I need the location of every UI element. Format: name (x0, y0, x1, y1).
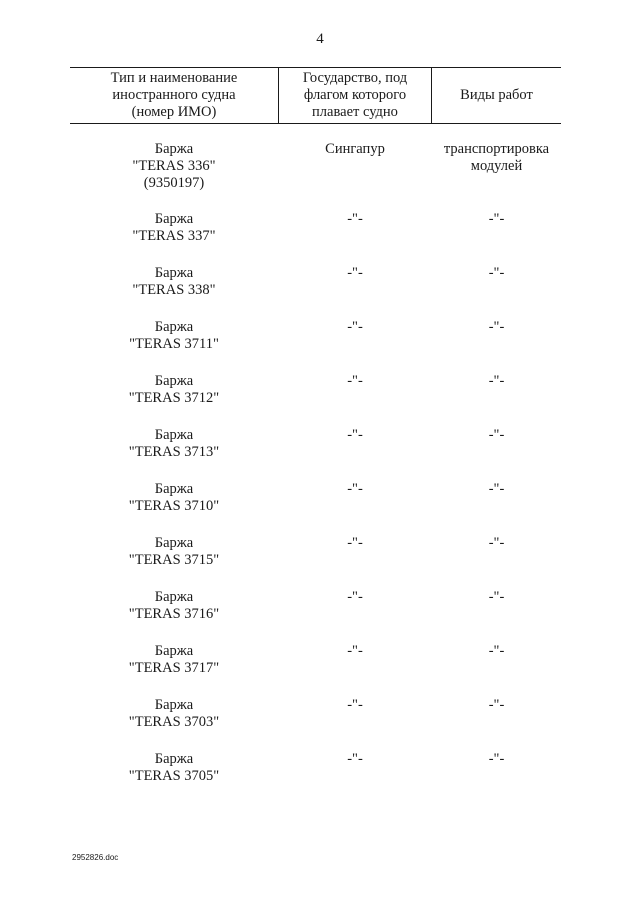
table-row (70, 751, 561, 805)
table-row (70, 265, 561, 319)
table-row (70, 589, 561, 643)
vessel-cell: Баржа "TERAS 3705" (128, 751, 220, 784)
work-cell: -"- (488, 589, 505, 605)
work-cell: -"- (488, 373, 505, 389)
flag-cell: -"- (347, 481, 363, 497)
table-row (70, 373, 561, 427)
vessel-cell: Баржа "TERAS 3712" (128, 373, 220, 406)
work-cell: -"- (488, 319, 505, 335)
table-body (70, 141, 561, 805)
flag-cell: -"- (347, 373, 363, 389)
flag-cell: -"- (347, 697, 363, 713)
vessel-cell: Баржа "TERAS 336" (9350197) (132, 141, 216, 191)
flag-cell: -"- (347, 427, 363, 443)
work-cell: -"- (488, 535, 505, 551)
vessel-cell: Баржа "TERAS 3703" (128, 697, 220, 730)
flag-cell: -"- (347, 265, 363, 281)
header-vessel-type-name-label: Тип и наименование иностранного судна (номер ИМО) (110, 70, 238, 120)
footer-file-name: 2952826.doc (72, 853, 119, 862)
vessel-cell: Баржа "TERAS 3716" (128, 589, 220, 622)
flag-cell: -"- (347, 535, 363, 551)
flag-cell: -"- (347, 643, 363, 659)
flag-cell: Сингапур (325, 141, 385, 157)
flag-cell: -"- (347, 319, 363, 335)
table-row (70, 141, 561, 211)
table-row (70, 535, 561, 589)
table-row (70, 427, 561, 481)
vessel-cell: Баржа "TERAS 3713" (128, 427, 220, 460)
table-row (70, 481, 561, 535)
work-cell: -"- (488, 481, 505, 497)
work-cell: -"- (488, 697, 505, 713)
vessel-cell: Баржа "TERAS 337" (132, 211, 216, 244)
table-row (70, 643, 561, 697)
work-cell: -"- (488, 427, 505, 443)
header-work-type-label: Виды работ (460, 87, 533, 103)
header-work-type (432, 68, 561, 123)
flag-cell: -"- (347, 751, 363, 767)
table-row (70, 211, 561, 265)
flag-cell: -"- (347, 589, 363, 605)
flag-cell: -"- (347, 211, 363, 227)
vessel-cell: Баржа "TERAS 3710" (128, 481, 220, 514)
table-row (70, 697, 561, 751)
work-cell: -"- (488, 211, 505, 227)
page-number: 4 (316, 31, 324, 47)
header-vessel-type-name (70, 68, 278, 123)
vessel-cell: Баржа "TERAS 3715" (128, 535, 220, 568)
vessel-cell: Баржа "TERAS 3717" (128, 643, 220, 676)
table-header (70, 67, 561, 124)
vessel-cell: Баржа "TERAS 338" (132, 265, 216, 298)
work-cell: -"- (488, 751, 505, 767)
vessel-cell: Баржа "TERAS 3711" (129, 319, 219, 352)
header-flag-state-label: Государство, под флагом которого плавает судно (302, 70, 408, 120)
work-cell: -"- (488, 265, 505, 281)
header-flag-state (278, 68, 432, 123)
work-cell: транспортировка модулей (443, 141, 550, 174)
work-cell: -"- (488, 643, 505, 659)
table-row (70, 319, 561, 373)
